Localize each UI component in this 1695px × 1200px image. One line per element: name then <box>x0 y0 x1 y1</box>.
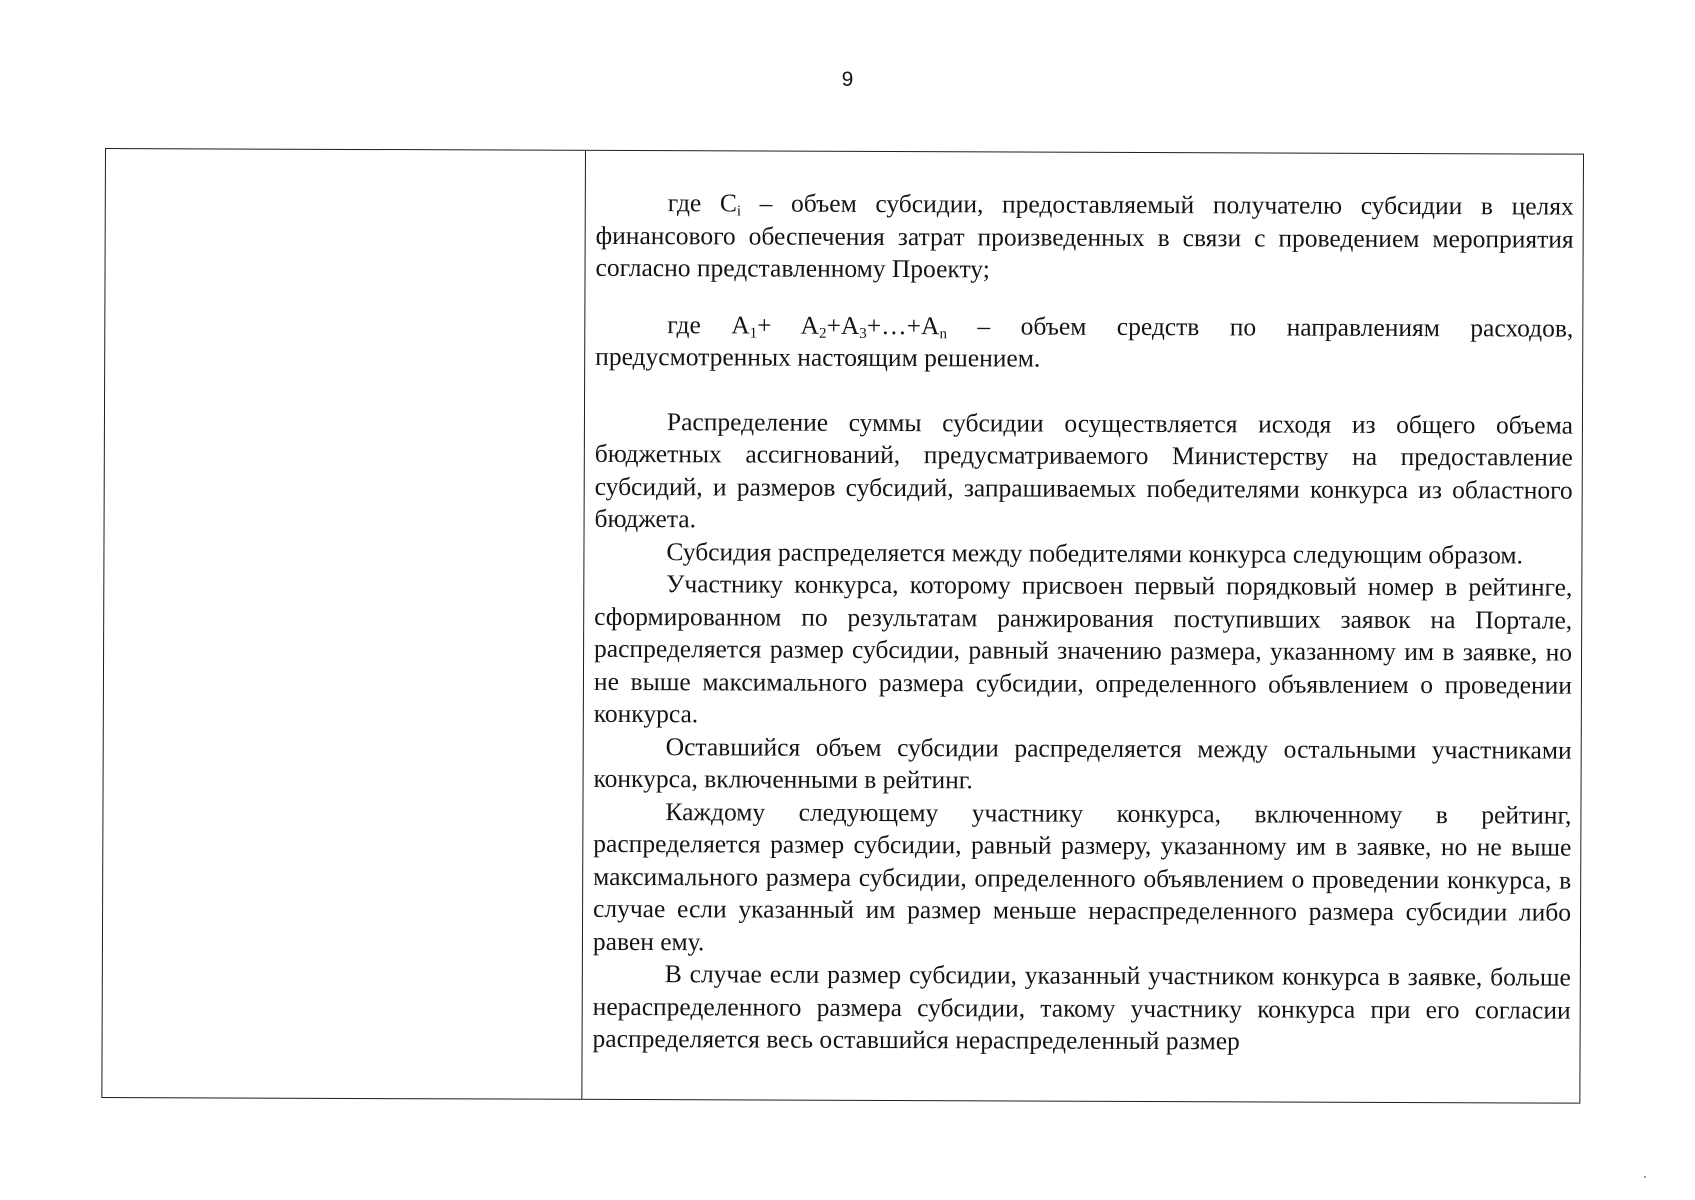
table-right-column <box>582 151 1583 1103</box>
formula-a-prefix: где A <box>667 309 750 339</box>
formula-a-plus-3: +…+A <box>866 310 940 340</box>
formula-a-plus-2: +A <box>826 310 860 340</box>
document-table <box>101 148 1584 1104</box>
paragraph-next-participant: Каждому следующему участнику конкурса, включенному в рейтинг, распределяется размер субсидии, равный размеру, указанному им в заявке, но не выше максимального размера субсидии, определенного объявлением о проведении конкурса, в случае если указанный им размер меньше нераспределенного размера субсидии либо равен ему. <box>592 796 1572 956</box>
page-number: 9 <box>841 68 854 91</box>
paragraph-expense-sum <box>595 308 1573 377</box>
formula-a-plus-1: + A <box>757 310 820 340</box>
paragraph-distribution-method: Субсидия распределяется между победителями конкурса следующим образом. <box>666 536 1523 569</box>
formula-a1-subscript: 1 <box>749 324 758 342</box>
paragraph-remaining-volume: Оставшийся объем субсидии распределяется между остальными участниками конкурса, включенными в рейтинг. <box>593 731 1572 795</box>
formula-ci-subscript: i <box>736 203 742 220</box>
paragraph-distribution-basis: Распределение суммы субсидии осуществляется исходя из общего объема бюджетных ассигнований, предусматриваемого Министерству на предоставление субсидий, и размеров субсидий, запрашиваемых победителями конкурса из областного бюджета. <box>594 406 1574 534</box>
paragraph-exceeding-size: В случае если размер субсидии, указанный участником конкурса в заявке, больше нераспределенного размера субсидии, такому участнику конкурса при его согласии распределяется весь оставшийся нераспределенный размер <box>592 959 1571 1056</box>
paragraph-first-participant: Участнику конкурса, которому присвоен первый порядковый номер в рейтинге, сформированном по результатам ранжирования поступивших заявок на Портале, распределяется размер субсидии, равный значению размера, указанному им в заявке, но не выше максимального размера субсидии, определенного объявлением о проведении конкурса. <box>593 569 1573 729</box>
formula-an-subscript: n <box>939 325 947 342</box>
formula-ci-prefix: где C <box>667 188 737 218</box>
scan-speck <box>1644 1176 1646 1178</box>
paragraph-subsidy-definition-text: – объем субсидии, предоставляемый получателю субсидии в целях финансового обеспечения затрат произведенных в связи с проведением мероприятия согласно представленному Проекту; <box>595 188 1574 284</box>
table-left-column <box>102 149 586 1099</box>
paragraph-expense-sum-text: – объем средств по направлениям расходов, предусмотренных настоящим решением. <box>595 310 1574 373</box>
formula-a3-subscript: 3 <box>859 325 867 342</box>
table-cell-text <box>593 187 1574 1059</box>
paragraph-subsidy-definition <box>595 187 1573 288</box>
formula-a2-subscript: 2 <box>818 325 827 342</box>
